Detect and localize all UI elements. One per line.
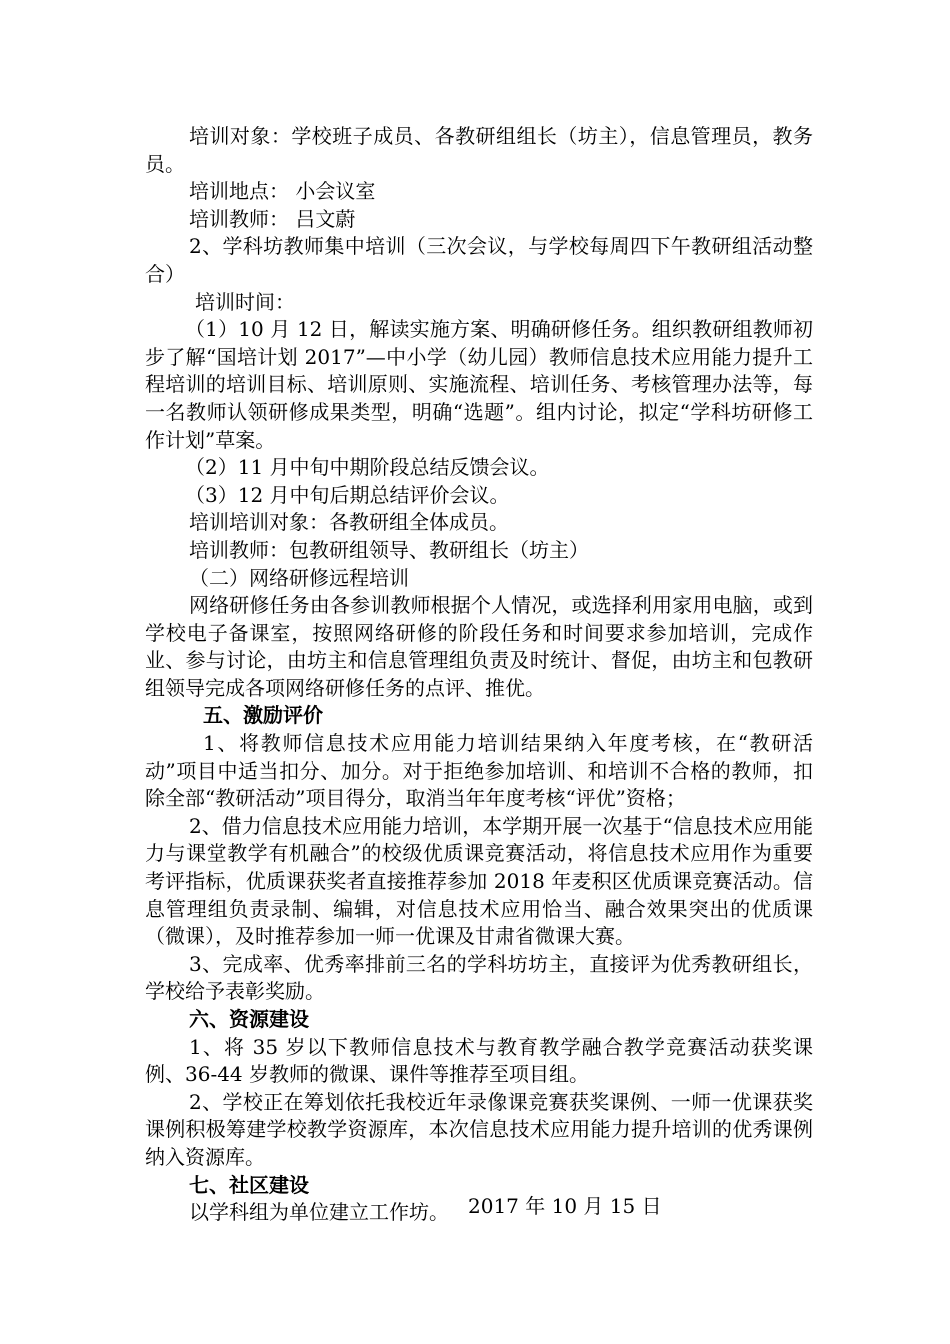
paragraph-resources-2: 2、学校正在筹划依托我校近年录像课竞赛获奖课例、一师一优课获奖课例积极筹建学校教学资源库，本次信息技术应用能力提升培训的优秀课例纳入资源库。 <box>145 1089 813 1169</box>
paragraph-session-1: （1）10 月 12 日，解读实施方案、明确研修任务。组织教研组教师初步了解“国培计划 2017”—中小学（幼儿园）教师信息技术应用能力提升工程培训的培训目标、培训原则、实施流程、培训任务、考核管理办法等，每一名教师认领研修成果类型，明确“选题”。组内讨论，拟定“学科坊研修工作计划”草案。 <box>145 317 813 452</box>
paragraph-training-teacher: 培训教师： 吕文蔚 <box>189 206 356 231</box>
paragraph-incentive-2: 2、借力信息技术应用能力培训，本学期开展一次基于“信息技术应用能力与课堂教学有机融合”的校级优质课竞赛活动，将信息技术应用作为重要考评指标，优质课获奖者直接推荐参加 2018 年麦积区优质课竞赛活动。信息管理组负责录制、编辑，对信息技术应用恰当、融合效果突出的优质课（微课），及时推荐参加一师一优课及甘肃省微课大赛。 <box>145 813 813 949</box>
paragraph-subject-workshop-training: 2、学科坊教师集中培训（三次会议，与学校每周四下午教研组活动整合） <box>145 234 813 286</box>
paragraph-community: 以学科组为单位建立工作坊。 <box>189 1200 449 1225</box>
paragraph-online-training-heading: （二）网络研修远程培训 <box>189 565 409 590</box>
paragraph-workshop-targets: 培训培训对象：各教研组全体成员。 <box>189 510 509 535</box>
section-heading-community: 七、社区建设 <box>189 1172 309 1197</box>
paragraph-incentive-1: 1、将教师信息技术应用能力培训结果纳入年度考核，在“教研活动”项目中适当扣分、加分。对于拒绝参加培训、和培训不合格的教师，扣除全部“教研活动”项目得分，取消当年年度考核“评优”资格； <box>145 731 813 811</box>
section-heading-resources: 六、资源建设 <box>189 1007 309 1031</box>
paragraph-training-location: 培训地点： 小会议室 <box>189 179 376 204</box>
paragraph-session-3: （3）12 月中旬后期总结评价会议。 <box>185 482 510 507</box>
paragraph-workshop-teachers: 培训教师：包教研组领导、教研组长（坊主） <box>189 537 589 562</box>
paragraph-incentive-3: 3、完成率、优秀率排前三名的学科坊坊主，直接评为优秀教研组长，学校给予表彰奖励。 <box>145 951 813 1004</box>
document-body <box>145 123 813 1227</box>
section-heading-incentives: 五、激励评价 <box>203 703 323 728</box>
paragraph-resources-1: 1、将 35 岁以下教师信息技术与教育教学融合教学竞赛活动获奖课例、36-44 岁教师的微课、课件等推荐至项目组。 <box>145 1034 813 1087</box>
paragraph-online-training: 网络研修任务由各参训教师根据个人情况，或选择利用家用电脑，或到学校电子备课室，按照网络研修的阶段任务和时间要求参加培训，完成作业、参与讨论，由坊主和信息管理组负责及时统计、督促，由坊主和包教研组领导完成各项网络研修任务的点评、推优。 <box>145 593 813 700</box>
paragraph-training-time: 培训时间： <box>195 289 295 314</box>
paragraph-training-targets: 培训对象：学校班子成员、各教研组组长（坊主），信息管理员，教务员。 <box>145 124 813 176</box>
paragraph-session-2: （2）11 月中旬中期阶段总结反馈会议。 <box>185 455 550 480</box>
document-date: 2017 年 10 月 15 日 <box>468 1194 662 1218</box>
